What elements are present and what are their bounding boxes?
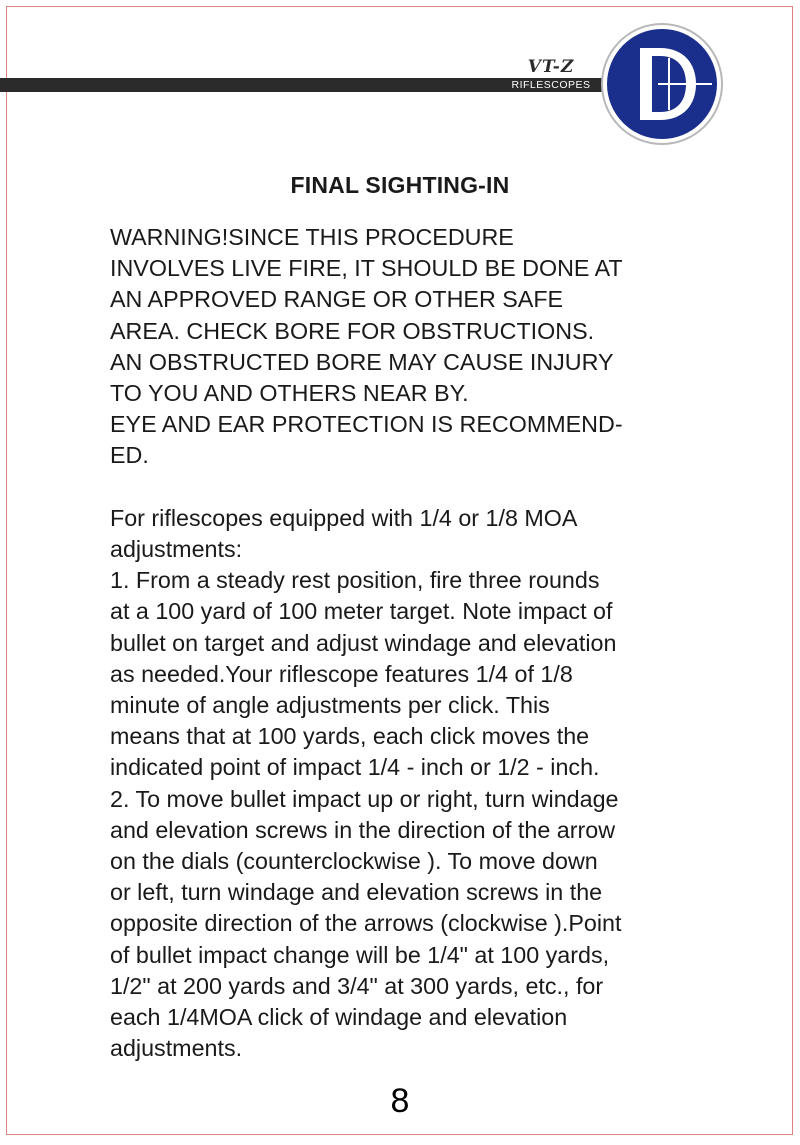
step-2-paragraph: 2. To move bullet impact up or right, turn windage and elevation screws in the direction of the arrow on the dials (counterclockwise ). To move down or left, turn windage and elevation screws in the opposite direction of the arrows (clockwise ).Point of bullet impact change will be 1/4" at 100 yards, 1/2" at 200 yards and 3/4" at 300 yards, etc., for each 1/4MOA click of windage and elevation adjustments. — [110, 785, 622, 1062]
warning-paragraph: WARNING!SINCE THIS PROCEDURE INVOLVES LIVE FIRE, IT SHOULD BE DONE AT AN APPROVED RANGE OR OTHER SAFE AREA. CHECK BORE FOR OBSTRUCTIONS. AN OBSTRUCTED BORE MAY CAUSE INJURY TO YOU AND OTHERS NEAR BY. EYE AND EAR PROTECTION IS RECOMMEND- ED. — [110, 224, 623, 469]
d-crosshair-logo-icon — [600, 22, 724, 146]
paragraph-gap — [110, 472, 710, 503]
brand-name: VT-Z — [527, 57, 575, 77]
body-text — [110, 222, 710, 1064]
intro-paragraph: For riflescopes equipped with 1/4 or 1/8 MOA adjustments: — [110, 504, 578, 563]
page-title: FINAL SIGHTING-IN — [290, 172, 510, 198]
step-1-paragraph: 1. From a steady rest position, fire three rounds at a 100 yard of 100 meter target. Note impact of bullet on target and adjust windage and elevation as needed.Your riflescope features 1/4 of 1/8 minute of angle adjustments per click. This means that at 100 yards, each click moves the indicated point of impact 1/4 - inch or 1/2 - inch. — [110, 567, 617, 781]
brand-wordmark — [496, 58, 606, 92]
brand-subtitle: RIFLESCOPES — [511, 79, 591, 91]
page-number: 8 — [390, 1082, 410, 1120]
